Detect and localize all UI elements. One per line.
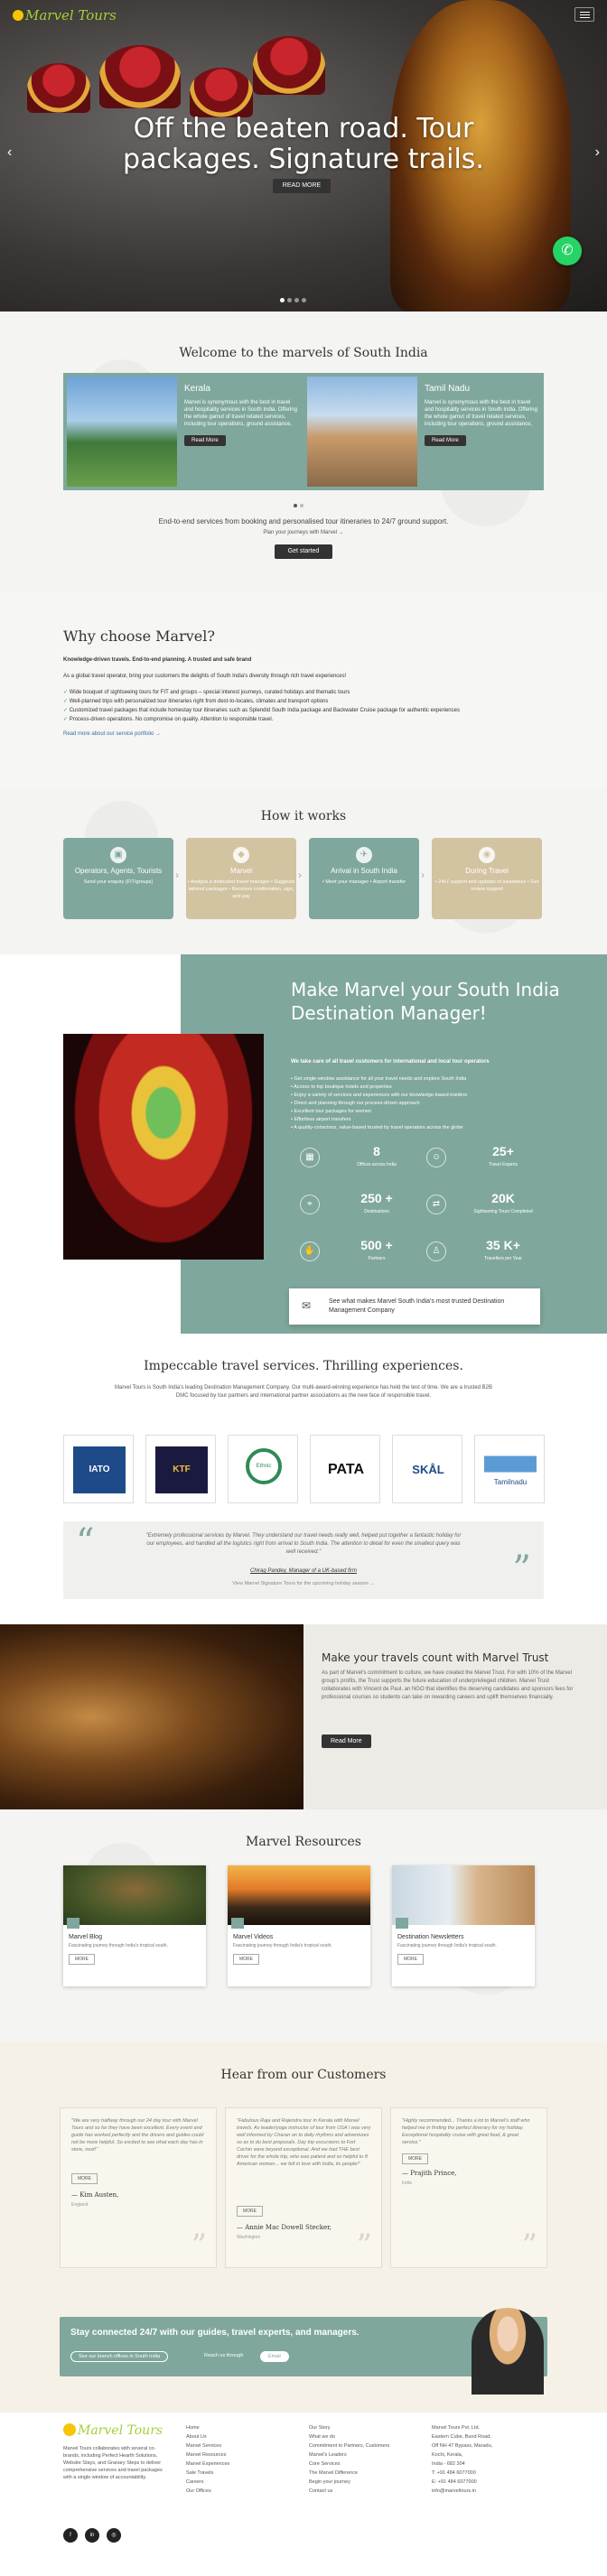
footer-link[interactable]: The Marvel Difference [309, 2470, 359, 2476]
chat-icon: ✉ [302, 1299, 312, 1312]
quote-close-icon: ” [356, 2227, 372, 2264]
plane-icon: ✈ [356, 847, 372, 863]
whatsapp-icon[interactable]: ✆ [553, 237, 582, 265]
step-marvel: ◆ Marvel • Assigns a dedicated travel manager • Suggests tailored packages • Receives confirmation, sign, and pay [186, 838, 296, 919]
stat-travellers: ♙ 35 K+ Travellers per Year [426, 1238, 544, 1272]
footer-link[interactable]: Begin your journey [309, 2479, 350, 2485]
stat-partners: ✋ 500 + Partners [300, 1238, 417, 1272]
trusted-dmc-link[interactable]: ✉ See what makes Marvel South India's most trusted Destination Management Company [289, 1288, 540, 1325]
trust-title: Make your travels count with Marvel Trust [322, 1651, 549, 1664]
carousel-dot[interactable] [302, 298, 306, 302]
partner-logo-iato[interactable]: IATO [63, 1435, 134, 1503]
why-title: Why choose Marvel? [63, 628, 215, 645]
quote-close-icon: ” [521, 2227, 537, 2264]
footer-link[interactable]: Core Services [309, 2461, 341, 2467]
tamil-nadu-image [307, 377, 417, 487]
expert-icon: ☺ [426, 1148, 446, 1167]
handshake-icon: ✋ [300, 1242, 320, 1261]
umbrella-image [27, 63, 90, 113]
umbrella-image [253, 36, 325, 95]
stat-experts: ☺ 25+ Travel Experts [426, 1144, 544, 1178]
footer-link[interactable]: What we do [309, 2434, 336, 2440]
traveller-icon: ♙ [426, 1242, 446, 1261]
sun-icon [13, 10, 23, 21]
get-started-button[interactable]: Get started [275, 544, 332, 559]
footer-logo[interactable]: Marvel Tours [63, 2423, 163, 2438]
resource-card-videos[interactable]: Marvel Videos Fascinating journey through India's tropical south. MORE [228, 1865, 370, 1986]
chevron-right-icon: › [421, 869, 425, 881]
hero-headline: Off the beaten road. Tour packages. Signature trails. [123, 113, 484, 175]
partner-logo-skal[interactable]: SKÅL [392, 1435, 462, 1503]
quote-close-icon: ” [512, 1548, 531, 1590]
blog-image [63, 1865, 206, 1925]
carousel-dot[interactable] [287, 298, 292, 302]
sun-icon [63, 2423, 76, 2436]
testimonial-more-button[interactable]: MORE [402, 2153, 428, 2164]
carousel-dots [280, 296, 309, 304]
impeccable-description: Marvel Tours is South India's leading Destination Management Company. Our multi-award-winning experience has held the test of time. We are a trusted B2B DMC focused by tour partners and international partner associations as the new face of responsible travel. [114, 1385, 493, 1399]
chevron-right-icon: › [175, 869, 179, 881]
tamil-nadu-read-more-button[interactable]: Read More [425, 435, 466, 446]
trust-read-more-button[interactable]: Read More [322, 1734, 371, 1748]
list-item: ✓ Well-planned trips with personalized tour itineraries right from dest-to-locales, climates and transport options [63, 697, 607, 706]
cube-icon: ◆ [233, 847, 249, 863]
email-button[interactable]: Email [260, 2351, 289, 2362]
footer-link[interactable]: Marvel Experiences [186, 2461, 230, 2467]
globe-icon: ◉ [479, 847, 495, 863]
destination-manager-section [0, 954, 607, 1334]
resource-card-newsletters[interactable]: Destination Newsletters Fascinating journey through India's tropical south. MORE [392, 1865, 535, 1986]
kerala-read-more-button[interactable]: Read More [184, 435, 226, 446]
how-title: How it works [260, 809, 347, 823]
newsletters-more-button[interactable]: MORE [397, 1954, 424, 1965]
carousel-prev-icon[interactable]: ‹ [7, 144, 13, 160]
destination-card-tamil-nadu[interactable] [304, 373, 544, 490]
welcome-dots [294, 501, 304, 509]
footer-link[interactable]: Our Story [309, 2425, 331, 2431]
site-logo[interactable]: Marvel Tours [13, 7, 117, 23]
briefcase-icon: ▣ [110, 847, 126, 863]
carousel-next-icon[interactable]: › [594, 144, 600, 160]
resources-section [0, 1809, 607, 2042]
footer-link[interactable]: About Us [186, 2434, 207, 2440]
menu-button[interactable] [574, 7, 594, 22]
how-it-works-section [0, 787, 607, 954]
agent-image [472, 2308, 544, 2395]
list-item: • Enjoy a variety of services and experiences with our knowledge-based insiders [291, 1092, 562, 1100]
footer-link[interactable]: Marvel Services [186, 2443, 222, 2449]
testimonial-more-button[interactable]: MORE [71, 2173, 98, 2184]
resources-title: Marvel Resources [246, 1835, 361, 1849]
list-item: • Excellent tour packages for women [291, 1108, 562, 1116]
stat-tours: ⇄ 20K Sightseeing Tours Completed [426, 1191, 544, 1225]
footer-link[interactable]: Home [186, 2425, 200, 2431]
manager-title: Make Marvel your South India Destination Manager! [291, 979, 560, 1024]
destination-text: Marvel is synonymous with the best in travel and hospitality services in South India. Offering the whole gamut of travel related services, including tour operations, ground assistance, [425, 400, 537, 427]
list-item: • Get single-window assistance for all your travel needs and explore South India [291, 1075, 562, 1083]
newsletter-icon [396, 1918, 408, 1929]
phone-link[interactable]: E: +91 484 6077000 [432, 2479, 477, 2485]
footer-link[interactable]: Marvel's Leaders [309, 2452, 347, 2458]
connect-title: Stay connected 24/7 with our guides, travel experts, and managers. [70, 2328, 360, 2338]
why-intro: As a global travel operator, bring your customers the delights of South India's diversity through rich travel experiences! [63, 674, 347, 679]
trust-text: As part of Marvel's commitment to culture, we have created the Marvel Trust. For with 10% of the Marvel group's profits, the Trust supports the future education of underprivileged children. Marvel Trust collaborates with Vincent de Paul, an NGO that identifies the deserving candidates and sponsors fees for professional courses so students can take on rewarding careers and uplift themselves financially. [322, 1670, 574, 1700]
hero-banner [0, 0, 607, 312]
testimonial-quote: "Extremely professional services by Marvel. They understand our travel needs really well, helped put together a fantastic holiday for our employees, and handled all the logistics right from arrival to South India. The attention to detail for even the smallest query was well received." [145, 1533, 462, 1555]
customers-title: Hear from our Customers [220, 2068, 387, 2082]
destination-card-kerala[interactable] [63, 373, 304, 490]
phone-link[interactable]: T: +91 484 6077000 [432, 2470, 476, 2476]
list-item: • Access to top boutique hotels and properties [291, 1083, 562, 1092]
kathakali-image [63, 1034, 264, 1260]
welcome-section [0, 312, 607, 593]
connect-section [0, 2304, 607, 2413]
stat-destinations: ⌖ 250 + Destinations [300, 1191, 417, 1225]
facebook-icon[interactable]: f [63, 2528, 78, 2543]
customer-testimonial: "Fabulous Raja and Rajendra tour in Kerala with Marvel travels. As leader/yoga instructor of tour from USA I was very well informed by Charan on to daily rhythms and adventures so as to do best proposals. Day trip excursions to Fort Cochin were beyond exceptional. And we had THE best driver for the whole trip, who was patient and so helpful to 8 American women... we felt in love with India, its people!" MORE — Annie Mac Dowell Stecker, Washington ” [225, 2107, 382, 2268]
testimonial-more-button[interactable]: MORE [237, 2206, 263, 2217]
branch-offices-button[interactable]: See our branch offices in South India [70, 2351, 168, 2362]
list-item: • Direct and planning through our process-driven approach [291, 1100, 562, 1108]
kerala-image [67, 377, 177, 487]
linkedin-icon[interactable]: in [85, 2528, 99, 2543]
signature-tours-link[interactable]: View Marvel Signature Tours for the upcoming holiday season → [232, 1581, 375, 1586]
plan-journey-link[interactable]: Plan your journeys with Marvel → [263, 530, 344, 535]
carousel-dot[interactable] [280, 298, 285, 302]
carousel-dot[interactable] [294, 504, 297, 507]
resource-card-blog[interactable]: Marvel Blog Fascinating journey through India's tropical south. MORE [63, 1865, 206, 1986]
location-pin-icon: ⌖ [300, 1195, 320, 1214]
list-item: ✓ Wide bouquet of sightseeing tours for FIT and groups – special interest journeys, curated holidays and thematic tours [63, 688, 607, 697]
video-icon [231, 1918, 244, 1929]
footer-links-about [309, 2423, 389, 2496]
carousel-dot[interactable] [294, 298, 299, 302]
why-points [63, 688, 607, 724]
featured-testimonial [63, 1521, 544, 1599]
customer-testimonial: "We are very halfway through our 24 day tour with Marvel Tours and so far they have been excellent. Every event and guide has worked perfectly and the drivers and guides could not be more helpful. So excited to see what each day has in store, next!" MORE — Kim Austen, England ” [60, 2107, 217, 2268]
step-during-travel: ◉ During Travel • 24x7 support and updates of assistance • Get review support [432, 838, 542, 919]
partner-logo-tamilnadu[interactable]: Tamilnadu [474, 1435, 545, 1503]
customers-section [0, 2042, 607, 2304]
service-portfolio-link[interactable]: Read more about our service portfolio → [63, 731, 162, 737]
marvel-trust-section [0, 1624, 607, 1809]
instagram-icon[interactable]: ◎ [107, 2528, 121, 2543]
list-item: • Effortless airport transfers [291, 1116, 562, 1124]
step-arrival: ✈ Arrival in South India • Meet your manager • Airport transfer [309, 838, 419, 919]
footer [0, 2413, 607, 2576]
videos-image [228, 1865, 370, 1925]
partner-logo-ktf[interactable]: KTF [145, 1435, 216, 1503]
partner-logo-pata[interactable]: PATA [310, 1435, 380, 1503]
umbrella-image [99, 45, 181, 108]
destination-name: Kerala [184, 384, 210, 394]
why-subtitle: Knowledge-driven travels. End-to-end planning. A trusted and safe brand [63, 657, 252, 663]
manager-subtitle: We take care of all travel customers for international and local tour operators [291, 1059, 490, 1065]
map-icon: ▦ [300, 1148, 320, 1167]
blog-more-button[interactable]: MORE [69, 1954, 95, 1965]
destination-text: Marvel is synonymous with the best in travel and hospitality services in South India. Offering the whole gamut of travel related services, including tour operations, ground assistance, [184, 400, 297, 427]
why-choose-section [0, 593, 607, 787]
step-operators: ▣ Operators, Agents, Tourists Send your enquiry (FIT/groups) [63, 838, 173, 919]
footer-link[interactable]: Sale Travels [186, 2470, 214, 2476]
footer-link[interactable]: Our Offices [186, 2488, 211, 2494]
videos-more-button[interactable]: MORE [233, 1954, 259, 1965]
blog-icon [67, 1918, 79, 1929]
footer-link[interactable]: Careers [186, 2479, 204, 2485]
umbrella-image [190, 68, 253, 117]
carousel-dot[interactable] [300, 504, 304, 507]
hero-read-more-button[interactable]: READ MORE [273, 179, 331, 193]
footer-link[interactable]: Marvel Resources [186, 2452, 227, 2458]
newsletters-image [392, 1865, 535, 1925]
footer-description: Marvel Tours collaborates with several co-brands, including Perfect Hearth Solutions, Website Stays, and Granary Steps to deliver comprehensive services and travel packages with a single window of accountability. [63, 2446, 163, 2480]
partner-logo-ethnic[interactable]: Ethnic [228, 1435, 298, 1503]
reach-us-label: Reach us through [204, 2353, 244, 2358]
customer-testimonial: "Highly recommended... Thanks a lot to Marvel's staff who helped me in finding the perfect itinerary for my holiday. Exceptional hospitality cruise with great food, & great service." MORE — Prajith Prince, India ” [390, 2107, 547, 2268]
chevron-right-icon: › [298, 869, 302, 881]
list-item: ✓ Process-driven operations. No compromise on quality. Attention to responsible travel. [63, 715, 607, 724]
impeccable-section [0, 1334, 607, 1624]
dance-image [0, 1624, 304, 1809]
route-icon: ⇄ [426, 1195, 446, 1214]
welcome-tagline: End-to-end services from booking and personalised tour itineraries to 24/7 ground support. [158, 517, 449, 525]
manager-points [291, 1075, 562, 1132]
footer-link[interactable]: Contact us [309, 2488, 333, 2494]
stat-offices: ▦ 8 Offices across India [300, 1144, 417, 1178]
footer-links-main [186, 2423, 229, 2496]
footer-link[interactable]: Commitment to Partners, Customers [309, 2443, 390, 2449]
email-link[interactable]: info@marveltours.in [432, 2488, 476, 2494]
testimonial-author[interactable]: Chirag Pandey, Manager of a UK-based firm [250, 1568, 357, 1574]
footer-address: Marvel Tours Pvt. Ltd. Eastern Cube, Bund Road, Off NH 47 Bypass, Maradu, Kochi, Kerala, India - 682 304 T: +91 484 6077000 E: +91 484 6077000 info@marveltours.in [432, 2425, 493, 2494]
quote-close-icon: ” [191, 2227, 207, 2264]
destination-name: Tamil Nadu [425, 384, 471, 394]
quote-open-icon: “ [76, 1521, 95, 1563]
list-item: ✓ Customized travel packages that include homestay tour itineraries such as Splendid South India package and Backwater Cruise package for authentic experiences [63, 706, 607, 715]
impeccable-title: Impeccable travel services. Thrilling experiences. [144, 1359, 463, 1373]
list-item: • A quality-conscious, value-based trusted by travel operators across the globe [291, 1124, 562, 1132]
welcome-title: Welcome to the marvels of South India [179, 346, 428, 360]
